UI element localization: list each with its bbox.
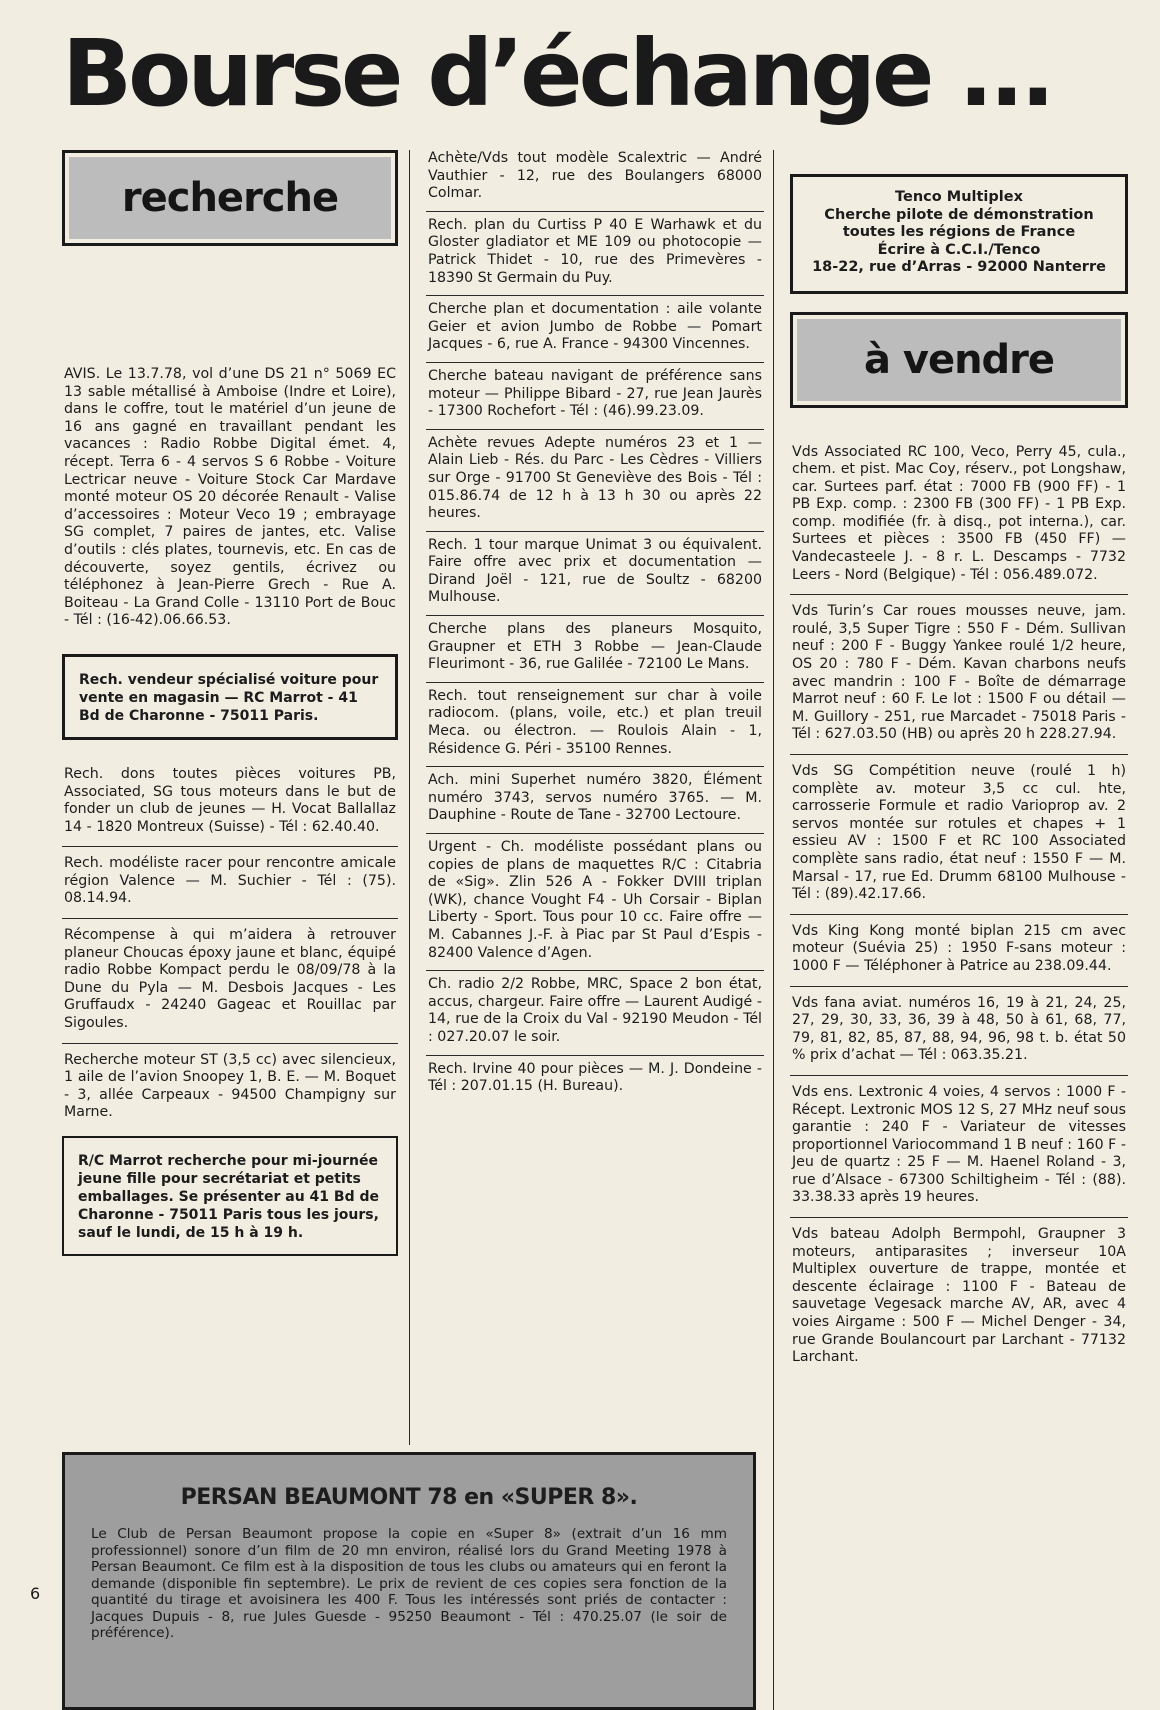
column-divider bbox=[409, 150, 410, 1445]
section-label: à vendre bbox=[863, 336, 1055, 383]
page-number: 6 bbox=[30, 1584, 41, 1603]
column-recherche bbox=[62, 150, 398, 1274]
classified-ad: Vds Turin’s Car roues mousses neuve, jam. roulé, 3,5 Super Tigre : 550 F - Dém. Sullivan neuf : 200 F - Buggy Yankee roulé 1/2 heure, OS 20 : 780 F - Dém. Kavan charbons neufs avec mandrin : 100 F - Boîte de démarrage Marrot neuf : 60 F. Le lot : 1500 F ou détail — M. Guillory - 251, rue Marcadet - 75018 Paris - Tél : 627.03.50 (HB) ou après 20 h 228.27.94. bbox=[790, 595, 1128, 755]
classified-ad: Cherche plans des planeurs Mosquito, Graupner et ETH 3 Robbe — Jean-Claude Fleurimont - 36, rue Galilée - 72100 Le Mans. bbox=[426, 616, 764, 683]
classified-ad: Rech. modéliste racer pour rencontre amicale région Valence — M. Suchier - Tél : (75). 08.14.94. bbox=[62, 847, 398, 919]
classified-ad: Cherche plan et documentation : aile volante Geier et avion Jumbo de Robbe — Pomart Jacques - 6, rue A. France - 94300 Vincennes. bbox=[426, 296, 764, 363]
classified-ad: Rech. dons toutes pièces voitures PB, Associated, SG tous moteurs dans le but de fonder un club de jeunes — H. Vocat Ballallaz 14 - 1820 Montreux (Suisse) - Tél : 62.40.40. bbox=[62, 758, 398, 847]
persan-beaumont-banner bbox=[62, 1452, 756, 1710]
classified-ad: Rech. Irvine 40 pour pièces — M. J. Dondeine - Tél : 207.01.15 (H. Bureau). bbox=[428, 1060, 762, 1095]
section-label: recherche bbox=[121, 175, 339, 221]
classified-ad: Rech. plan du Curtiss P 40 E Warhawk et du Gloster gladiator et ME 109 ou photocopie — Patrick Thidet - 10, rue des Primevères - 18390 St Germain du Puy. bbox=[426, 212, 764, 296]
classified-ad: Recherche moteur ST (3,5 cc) avec silencieux, 1 aile de l’avion Snoopey 1, B. E. — M. Boquet - 3, allée Carpeaux - 94500 Champigny sur Marne. bbox=[64, 1051, 396, 1121]
classified-ad: Vds bateau Adolph Bermpohl, Graupner 3 moteurs, antiparasites ; inverseur 10A Multiplex ouverture de trappe, montée et descente éclairage : 1100 F - Bateau de sauvetage Vegesack marche AV, AR, avec 4 voies Airgame : 500 F — Michel Denger - 34, rue Grande Boulancourt par Larchant - 77132 Larchant. bbox=[792, 1226, 1126, 1366]
classified-ad: Cherche bateau navigant de préférence sans moteur — Philippe Bibard - 27, rue Jean Jaurès - 17300 Rochefort - Tél : (46).99.23.09. bbox=[426, 363, 764, 430]
column-a-vendre bbox=[790, 150, 1128, 1377]
classified-ad: Ach. mini Superhet numéro 3820, Élément numéro 3743, servos numéro 3765. — M. Dauphine - Route de Tane - 32700 Lectoure. bbox=[426, 767, 764, 834]
classified-ad: Urgent - Ch. modéliste possédant plans ou copies de plans de maquettes R/C : Citabria de «Sig». Zlin 526 A - Fokker DVIII triplan (WK), chance Vought F4 - Uh Corsair - Biplan Liberty - Sport. Tous pour 10 cc. Faire offre — M. Cabannes J.-F. à Piac par St Paul d’Espis - 82400 Valence d’Agen. bbox=[426, 834, 764, 971]
tenco-notice: Tenco Multiplex Cherche pilote de démonstration toutes les régions de France Écrire à C.C.I./Tenco 18-22, rue d’Arras - 92000 Nanterre bbox=[790, 174, 1128, 294]
column-divider bbox=[773, 150, 774, 1710]
classified-ad: Vds SG Compétition neuve (roulé 1 h) complète av. moteur 3,5 cc cul. hte, carrosserie Formule et radio Varioprop av. 2 servos montée sur rotules et chapes + 1 essieu AV : 1500 F et RC 100 Associated complète sans radio, état neuf : 1550 F — M. Marsal - 17, rue Ed. Drumm 68100 Mulhouse - Tél : (89).42.17.66. bbox=[790, 755, 1128, 915]
classified-ad: Vds fana aviat. numéros 16, 19 à 21, 24, 25, 27, 29, 30, 33, 36, 39 à 48, 50 à 61, 68, 77, 79, 81, 82, 85, 87, 88, 94, 96, 98 t. b. état 50 % prix d’achat — Tél : 063.35.21. bbox=[790, 987, 1128, 1076]
classified-ad: Achète revues Adepte numéros 23 et 1 — Alain Lieb - Rés. du Parc - Les Cèdres - Villiers sur Orge - 91700 St Geneviève des Bois - Tél : 015.86.74 de 12 h à 13 h 30 ou après 22 heures. bbox=[426, 430, 764, 532]
classified-ad: Vds Associated RC 100, Veco, Perry 45, cula., chem. et pist. Mac Coy, réserv., pot Longshaw, car. Surtees parf. état : 7000 FB (900 FF) - 1 PB Exp. comp. : 2300 FB (300 FF) - 1 PB Exp. comp. modifiée (fr. à disq., pot interna.), car. Surtees et pièces : 3500 FB (450 FF) — Vandecasteele J. - 8 r. L. Descamps - 7732 Leers - Nord (Belgique) - Tél : 056.489.072. bbox=[790, 444, 1128, 596]
section-header-recherche bbox=[62, 150, 398, 246]
classified-ad: AVIS. Le 13.7.78, vol d’une DS 21 n° 5069 EC 13 sable métallisé à Amboise (Indre et Loire), dans le coffre, tout le matériel d’un jeune de 16 ans gagné en travaillant pendant les vacances : Radio Robbe Digital émet. 4, récept. Terra 6 - 4 servos S 6 Robbe - Voiture Lectricar neuve - Voiture Stock Car Mardave monté moteur OS 20 décorée Renault - Valise d’accessoires : Moteur Veco 19 ; embrayage SG complet, 7 paires de jantes, etc. Valise d’outils : clés plates, tournevis, etc. En cas de découverte, soyez gentils, écrivez ou téléphonez à Jean-Pierre Grech - Rue A. Boiteau - La Grand Colle - 13110 Port de Bouc - Tél : (16-42).06.66.53. bbox=[64, 366, 396, 629]
boxed-ad: Rech. vendeur spécialisé voiture pour vente en magasin — RC Marrot - 41 Bd de Charonne - 75011 Paris. bbox=[62, 654, 398, 740]
column-middle bbox=[426, 150, 764, 1104]
banner-title: PERSAN BEAUMONT 78 en «SUPER 8». bbox=[180, 1485, 638, 1510]
classified-ad: Ch. radio 2/2 Robbe, MRC, Space 2 bon état, accus, chargeur. Faire offre — Laurent Audigé - 14, rue de la Croix du Val - 92190 Meudon - Tél : 027.20.07 le soir. bbox=[426, 971, 764, 1055]
classified-ad: Achète/Vds tout modèle Scalextric — André Vauthier - 12, rue des Boulangers 68000 Colmar. bbox=[426, 150, 764, 212]
classified-ad: Récompense à qui m’aidera à retrouver planeur Choucas époxy jaune et blanc, équipé radio Robbe Kompact perdu le 08/09/78 à la Dune du Pyla — M. Desbois Jacques - Les Gruffaudx - 24240 Gageac et Rouillac par Sigoules. bbox=[62, 919, 398, 1044]
classified-ad: Rech. 1 tour marque Unimat 3 ou équivalent. Faire offre avec prix et documentation — Dirand Joël - 121, rue de Soultz - 68200 Mulhouse. bbox=[426, 532, 764, 616]
banner-text: Le Club de Persan Beaumont propose la copie en «Super 8» (extrait d’un 16 mm professionnel) sonore d’un film de 20 mn environ, réalisé lors du Grand Meeting 1978 à Persan Beaumont. Ce film est à la disposition de tous les clubs ou amateurs qui en feront la demande (disponible fin septembre). Le prix de revient de ces copies sera fonction de la quantité du tirage et avoisinera les 400 F. Tous les intéressés sont priés de contacter : Jacques Dupuis - 8, rue Jules Guesde - 95250 Beaumont - Tél : 470.25.07 (le soir de préférence). bbox=[91, 1526, 727, 1641]
classified-ad: Vds King Kong monté biplan 215 cm avec moteur (Suévia 25) : 1950 F-sans moteur : 1000 F — Téléphoner à Patrice au 238.09.44. bbox=[790, 915, 1128, 987]
page-title: Bourse d’échange ... bbox=[62, 20, 1052, 127]
classified-ad: Rech. tout renseignement sur char à voile radiocom. (plans, voile, etc.) et plan treuil Meca. ou électron. — Roulois Alain - 1, Résidence G. Péri - 35100 Rennes. bbox=[426, 683, 764, 767]
boxed-ad: R/C Marrot recherche pour mi-journée jeune fille pour secrétariat et petits emballages. Se présenter au 41 Bd de Charonne - 75011 Paris tous les jours, sauf le lundi, de 15 h à 19 h. bbox=[62, 1136, 398, 1256]
section-header-a-vendre bbox=[790, 312, 1128, 408]
classified-ad: Vds ens. Lextronic 4 voies, 4 servos : 1000 F - Récept. Lextronic MOS 12 S, 27 MHz neuf sous garantie : 240 F - Variateur de vitesses proportionnel Variocommand 1 B neuf : 160 F - Jeu de quartz : 25 F — M. Haenel Roland - 3, rue d’Alsace - 67300 Schiltigheim - Tél : (88). 33.38.33 après 19 heures. bbox=[790, 1076, 1128, 1218]
